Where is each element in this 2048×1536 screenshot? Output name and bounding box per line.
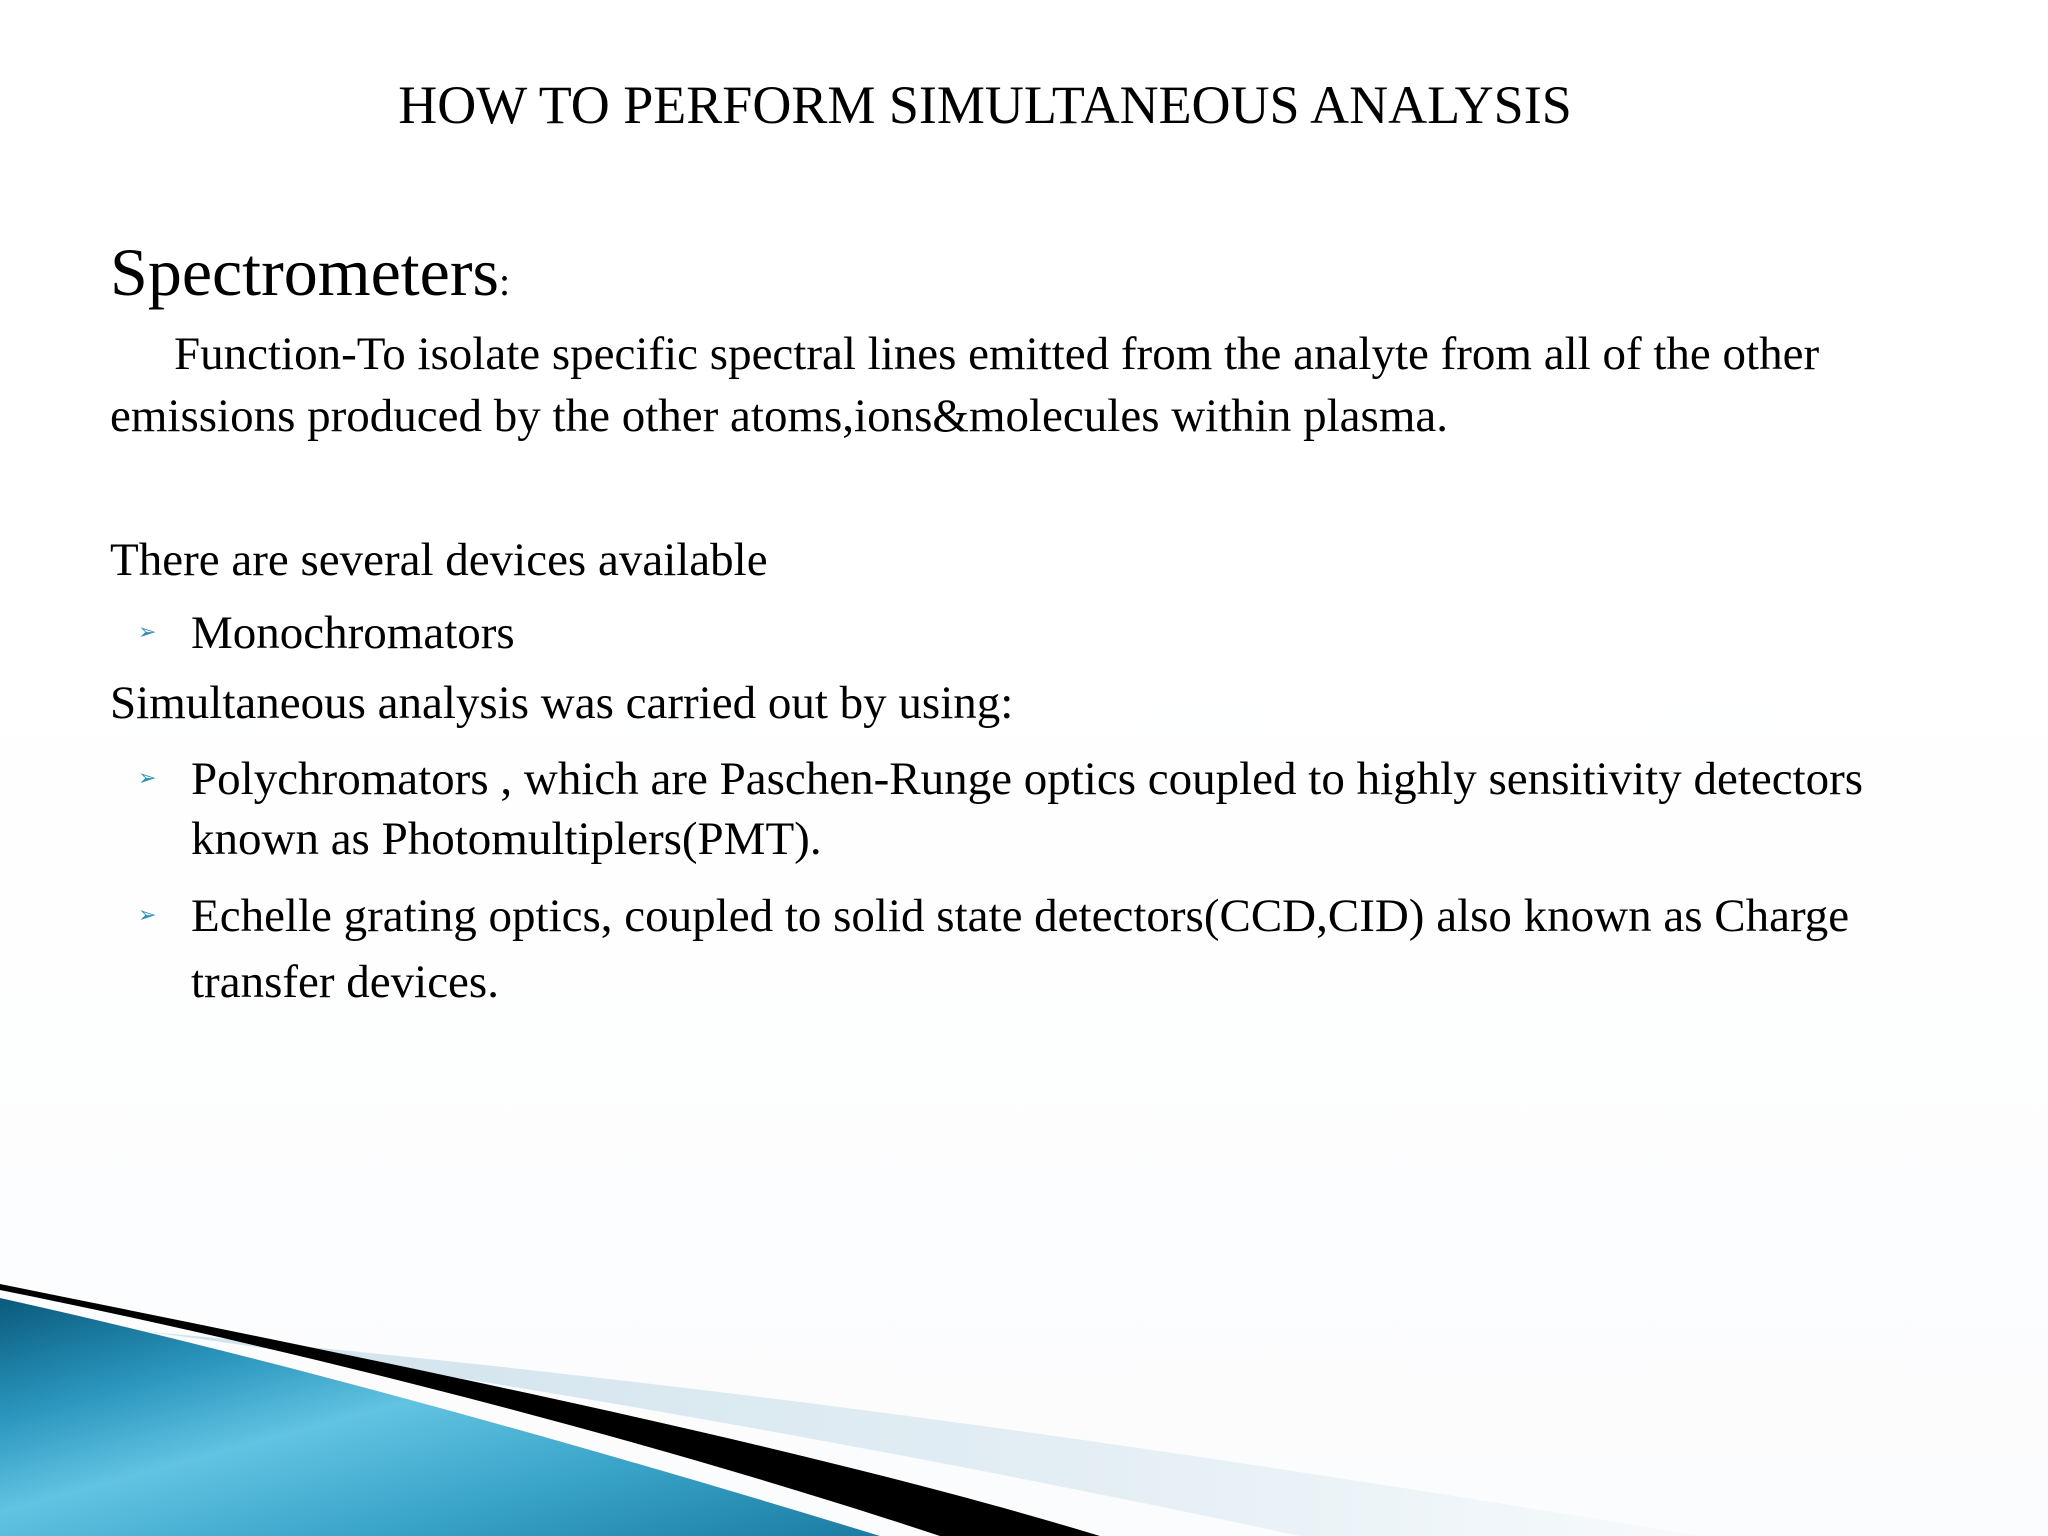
section-heading-colon: : xyxy=(498,259,511,304)
section-heading-text: Spectrometers xyxy=(110,234,499,310)
simultaneous-intro: Simultaneous analysis was carried out by using: xyxy=(110,677,1014,729)
devices-intro: There are several devices available xyxy=(110,534,768,586)
section-heading xyxy=(110,232,510,322)
bullet-text: Echelle grating optics, coupled to solid state detectors(CCD,CID) also known as Charge transfer devices. xyxy=(191,890,1850,1008)
bullet-item-polychromators xyxy=(110,749,1890,869)
bullet-text: Polychromators , which are Paschen-Runge optics coupled to highly sensitivity detectors known as Photomultiplers(PMT). xyxy=(191,753,1864,865)
slide-title: HOW TO PERFORM SIMULTANEOUS ANALYSIS xyxy=(398,75,1572,135)
arrow-bullet-icon: ➢ xyxy=(138,620,157,645)
bullet-item-monochromators xyxy=(110,603,1890,663)
decorative-swoosh xyxy=(0,1270,2048,1536)
arrow-bullet-icon: ➢ xyxy=(138,903,157,928)
arrow-bullet-icon: ➢ xyxy=(138,766,157,791)
bullet-text: Monochromators xyxy=(191,607,515,659)
function-paragraph: Function-To isolate specific spectral lines emitted from the analyte from all of the other emissions produced by the other atoms,ions&molecules within plasma. xyxy=(110,328,1820,442)
bullet-item-echelle xyxy=(110,883,1890,1015)
